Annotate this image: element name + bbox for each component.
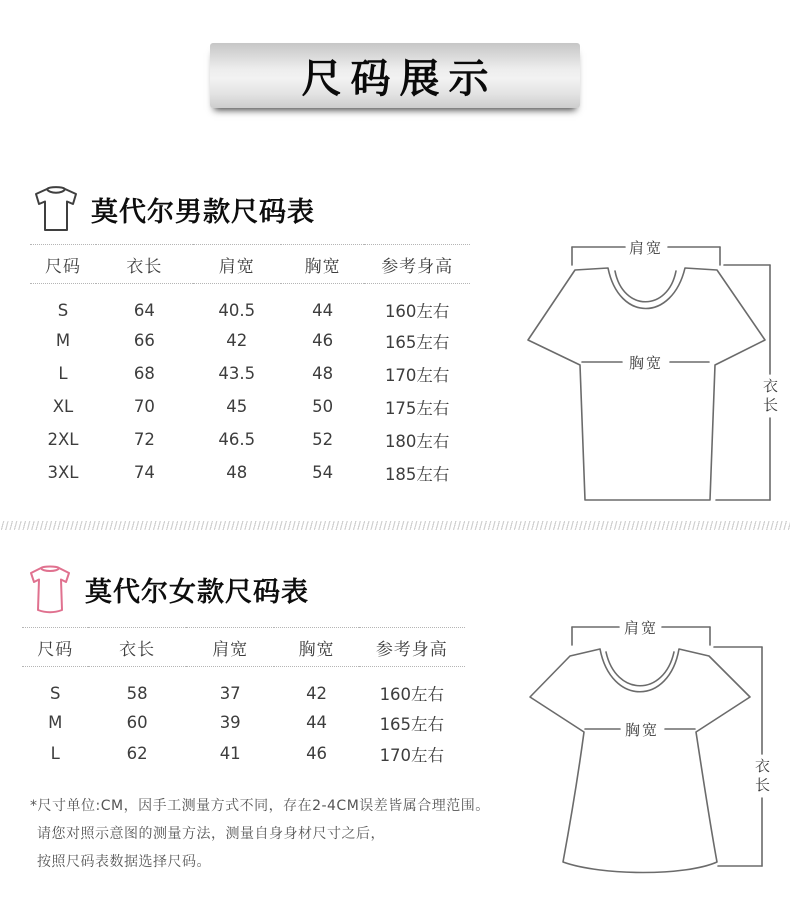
column-header: 衣长 <box>96 245 193 284</box>
shoulder-width-label-women: 肩宽 <box>623 619 659 637</box>
note-line: *尺寸单位:CM，因手工测量方式不同，存在2-4CM误差皆属合理范围。 <box>30 798 490 814</box>
value-cell: 58 <box>126 683 148 703</box>
mens-section-header <box>34 185 315 233</box>
column-header: 胸宽 <box>274 628 358 667</box>
value-cell: 43.5 <box>218 364 256 383</box>
table-row <box>22 736 465 767</box>
column-header: 衣长 <box>88 628 185 667</box>
shoulder-width-label-men: 肩宽 <box>628 239 664 257</box>
column-header: 肩宽 <box>193 245 281 284</box>
size-cell: M <box>55 331 71 350</box>
value-cell: 45 <box>226 397 248 416</box>
note-line: 请您对照示意图的测量方法，测量自身身材尺寸之后， <box>37 826 385 842</box>
column-header: 参考身高 <box>359 628 465 667</box>
value-cell: 175左右 <box>384 398 450 418</box>
value-cell: 54 <box>312 463 334 482</box>
table-row <box>22 705 465 736</box>
size-cell: L <box>50 744 60 763</box>
column-header: 参考身高 <box>364 245 470 284</box>
value-cell: 74 <box>133 463 155 482</box>
size-cell: XL <box>52 397 74 416</box>
table-row <box>22 667 465 706</box>
value-cell: 44 <box>306 713 328 732</box>
column-header: 尺码 <box>30 245 96 284</box>
chest-width-label-women: 胸宽 <box>624 721 660 739</box>
value-cell: 68 <box>133 364 155 383</box>
value-cell: 42 <box>306 683 328 703</box>
table-row <box>30 388 470 421</box>
womens-tshirt-icon <box>28 564 72 614</box>
value-cell: 37 <box>219 683 241 703</box>
size-cell: L <box>58 364 68 383</box>
womens-section-title: 莫代尔女款尺码表 <box>85 576 309 608</box>
chest-width-label-men: 胸宽 <box>628 354 664 372</box>
banner-title: 尺码展示 <box>301 56 498 102</box>
value-cell: 48 <box>312 364 334 383</box>
size-cell: M <box>48 713 63 732</box>
value-cell: 160左右 <box>384 302 450 321</box>
value-cell: 170左右 <box>384 365 450 385</box>
length-label-women: 衣长 <box>753 758 771 796</box>
value-cell: 62 <box>126 744 148 763</box>
table-row <box>30 284 470 323</box>
mens-tshirt-diagram <box>504 222 790 514</box>
table-header-row <box>30 245 470 284</box>
value-cell: 72 <box>133 430 155 449</box>
table-row <box>30 355 470 388</box>
value-cell: 70 <box>133 397 155 416</box>
table-row <box>30 322 470 355</box>
table-row <box>30 454 470 487</box>
table-header-row <box>22 628 465 667</box>
value-cell: 39 <box>219 713 241 732</box>
column-header: 尺码 <box>22 628 88 667</box>
value-cell: 41 <box>219 744 241 763</box>
mens-size-table <box>30 244 470 487</box>
womens-section-header <box>28 564 309 614</box>
size-cell: S <box>49 683 61 703</box>
value-cell: 64 <box>133 300 155 320</box>
mens-tshirt-icon <box>34 185 78 233</box>
value-cell: 52 <box>312 430 334 449</box>
table-row <box>30 421 470 454</box>
section-divider-hatch <box>0 521 790 530</box>
value-cell: 165左右 <box>379 714 445 734</box>
womens-tshirt-diagram <box>504 602 790 904</box>
value-cell: 160左右 <box>379 685 445 704</box>
size-cell: 3XL <box>47 463 79 482</box>
value-cell: 60 <box>126 713 148 732</box>
value-cell: 48 <box>226 463 248 482</box>
length-label-men: 衣长 <box>761 378 779 416</box>
value-cell: 50 <box>312 397 334 416</box>
measurement-notes <box>30 792 490 876</box>
value-cell: 46.5 <box>218 430 256 449</box>
value-cell: 46 <box>306 744 328 763</box>
value-cell: 40.5 <box>218 300 256 320</box>
column-header: 胸宽 <box>281 245 365 284</box>
value-cell: 180左右 <box>384 431 450 451</box>
note-line: 按照尺码表数据选择尺码。 <box>37 854 211 870</box>
value-cell: 44 <box>312 300 334 320</box>
column-header: 肩宽 <box>186 628 275 667</box>
value-cell: 165左右 <box>384 332 450 352</box>
mens-section-title: 莫代尔男款尺码表 <box>91 196 315 228</box>
value-cell: 185左右 <box>384 464 450 484</box>
size-cell: 2XL <box>47 430 79 449</box>
value-cell: 46 <box>312 331 334 350</box>
value-cell: 170左右 <box>379 745 445 765</box>
banner <box>210 43 580 108</box>
value-cell: 66 <box>133 331 155 350</box>
size-cell: S <box>57 300 69 320</box>
womens-size-table <box>22 627 465 767</box>
value-cell: 42 <box>226 331 248 350</box>
